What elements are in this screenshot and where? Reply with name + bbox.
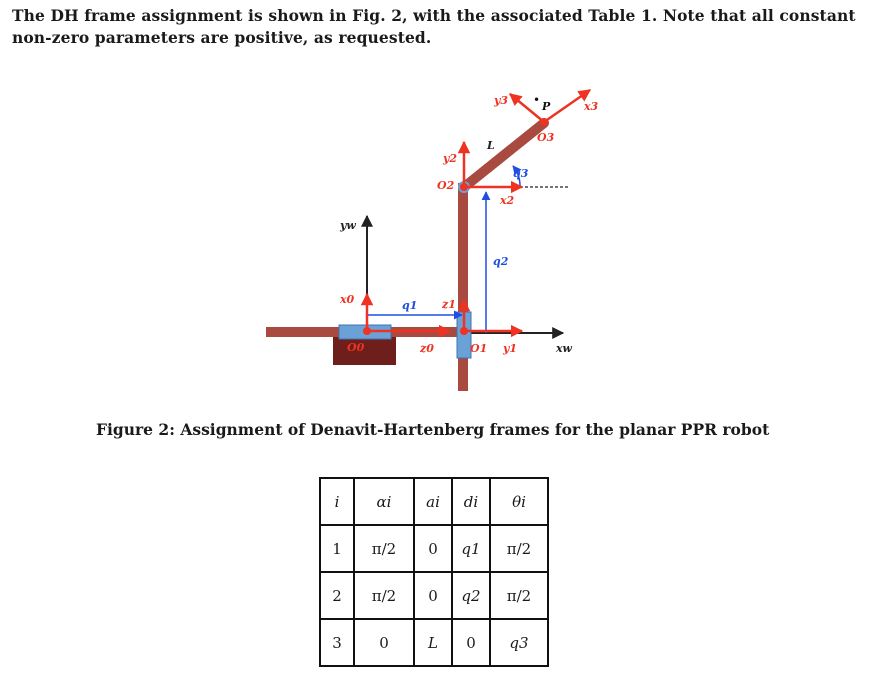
label-y3: y3 <box>494 94 509 107</box>
origin-2-dot <box>460 183 468 191</box>
label-x3: x3 <box>584 100 599 113</box>
table-row <box>319 571 549 618</box>
cell: q3 <box>489 618 549 667</box>
origin-0-dot <box>363 327 371 335</box>
table-row <box>319 618 549 667</box>
label-y2: y2 <box>443 152 458 165</box>
link-1-vertical <box>458 183 468 391</box>
figure-caption: Figure 2: Assignment of Denavit-Hartenberg frames for the planar PPR robot <box>96 420 770 439</box>
label-O3: O3 <box>537 131 555 144</box>
origin-3-dot <box>540 118 548 126</box>
label-L: L <box>487 139 495 152</box>
intro-line-2: non-zero parameters are positive, as requested. <box>12 28 432 47</box>
label-q3: q3 <box>513 167 529 180</box>
label-z1: z1 <box>442 298 456 311</box>
cell: 0 <box>413 571 451 618</box>
cell: 0 <box>353 618 413 667</box>
label-xw: xw <box>556 342 573 355</box>
label-yw: yw <box>340 219 356 232</box>
cell: L <box>413 618 451 667</box>
header-i: i <box>319 477 353 524</box>
table-header-row <box>319 477 549 524</box>
intro-paragraph <box>12 5 872 49</box>
label-P: P <box>542 100 551 113</box>
header-theta: θi <box>489 477 549 524</box>
table-row <box>319 524 549 571</box>
cell: π/2 <box>489 524 549 571</box>
cell: q2 <box>451 571 489 618</box>
label-q1: q1 <box>402 299 418 312</box>
cell: 3 <box>319 618 353 667</box>
cell: 0 <box>451 618 489 667</box>
point-p-mark: • <box>533 93 541 107</box>
label-O0: O0 <box>347 341 365 354</box>
cell: π/2 <box>353 571 413 618</box>
label-q2: q2 <box>493 255 509 268</box>
cell: q1 <box>451 524 489 571</box>
header-alpha: αi <box>353 477 413 524</box>
label-y1: y1 <box>503 342 518 355</box>
cell: π/2 <box>353 524 413 571</box>
intro-line-1: The DH frame assignment is shown in Fig. 2, with the associated Table 1. Note that all constant <box>12 6 856 25</box>
label-x2: x2 <box>500 194 515 207</box>
cell: π/2 <box>489 571 549 618</box>
cell: 1 <box>319 524 353 571</box>
dh-parameter-table <box>319 477 549 667</box>
cell: 2 <box>319 571 353 618</box>
header-a: ai <box>413 477 451 524</box>
label-x0: x0 <box>340 293 355 306</box>
link-3 <box>463 123 544 188</box>
dh-frames-figure <box>0 80 882 400</box>
label-O1: O1 <box>470 342 488 355</box>
header-d: di <box>451 477 489 524</box>
origin-1-dot <box>460 327 468 335</box>
label-z0: z0 <box>420 342 434 355</box>
cell: 0 <box>413 524 451 571</box>
label-O2: O2 <box>437 179 455 192</box>
